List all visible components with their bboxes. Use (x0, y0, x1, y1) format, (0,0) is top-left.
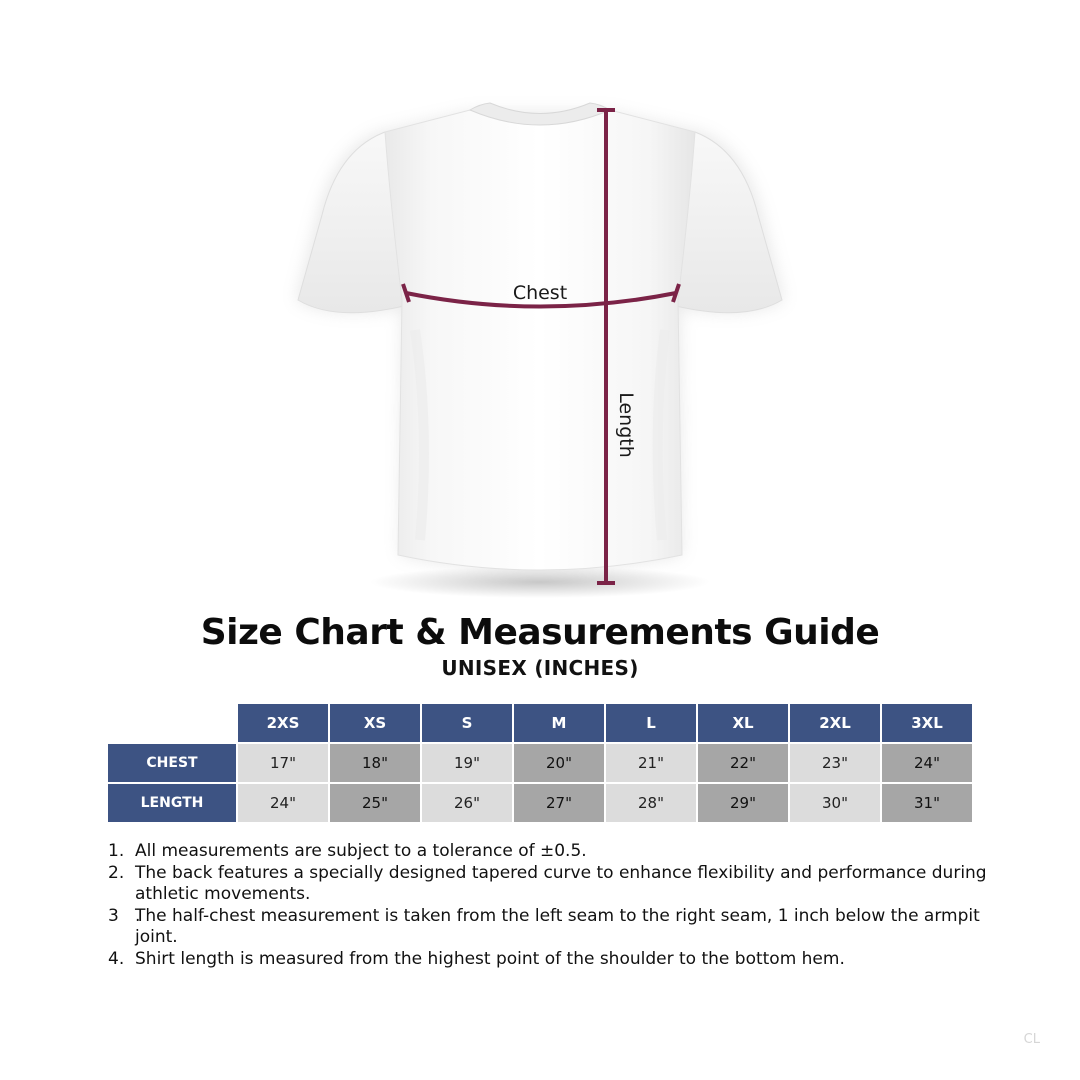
shirt-body (385, 110, 695, 570)
note-number: 4. (108, 948, 125, 969)
table-cell: 18" (330, 744, 420, 782)
notes-list (108, 841, 988, 970)
note-number: 1. (108, 841, 125, 861)
table-cell: 29" (698, 784, 788, 822)
note-item (108, 949, 988, 971)
size-header: L (606, 704, 696, 742)
size-header: M (514, 704, 604, 742)
page-title: Size Chart & Measurements Guide (200, 612, 880, 653)
note-item (108, 906, 988, 949)
table-corner (108, 704, 236, 742)
size-header: 3XL (882, 704, 972, 742)
watermark: CL (1023, 1032, 1040, 1047)
size-header: XS (330, 704, 420, 742)
table-cell: 22" (698, 744, 788, 782)
size-header-row (108, 704, 972, 742)
note-number: 2. (108, 862, 125, 883)
note-text: The back features a specially designed tapered curve to enhance flexibility and performance during athletic movements. (135, 862, 987, 904)
chest-row (108, 744, 972, 782)
chest-label: Chest (512, 282, 568, 304)
note-text: Shirt length is measured from the highest point of the shoulder to the bottom hem. (135, 948, 845, 969)
table-cell: 24" (238, 784, 328, 822)
table-cell: 20" (514, 744, 604, 782)
size-header: S (422, 704, 512, 742)
note-number: 3 . (108, 905, 141, 926)
table-cell: 25" (330, 784, 420, 822)
length-label: Length (615, 392, 637, 458)
shirt-shadow (370, 566, 710, 598)
size-header: XL (698, 704, 788, 742)
table-cell: 26" (422, 784, 512, 822)
row-header-chest: CHEST (108, 744, 236, 782)
table-cell: 23" (790, 744, 880, 782)
size-header: 2XL (790, 704, 880, 742)
size-chart-table (106, 702, 974, 824)
note-item (108, 863, 988, 906)
note-text: The half-chest measurement is taken from the left seam to the right seam, 1 inch below the armpit joint. (135, 905, 980, 947)
row-header-length: LENGTH (108, 784, 236, 822)
size-header: 2XS (238, 704, 328, 742)
table-cell: 28" (606, 784, 696, 822)
table-cell: 21" (606, 744, 696, 782)
note-text: All measurements are subject to a tolerance of ±0.5. (135, 841, 587, 861)
table-cell: 19" (422, 744, 512, 782)
table-cell: 27" (514, 784, 604, 822)
note-item (108, 841, 988, 863)
table-cell: 24" (882, 744, 972, 782)
table-cell: 17" (238, 744, 328, 782)
length-row (108, 784, 972, 822)
table-cell: 30" (790, 784, 880, 822)
table-cell: 31" (882, 784, 972, 822)
page-subtitle: UNISEX (INCHES) (441, 656, 639, 680)
